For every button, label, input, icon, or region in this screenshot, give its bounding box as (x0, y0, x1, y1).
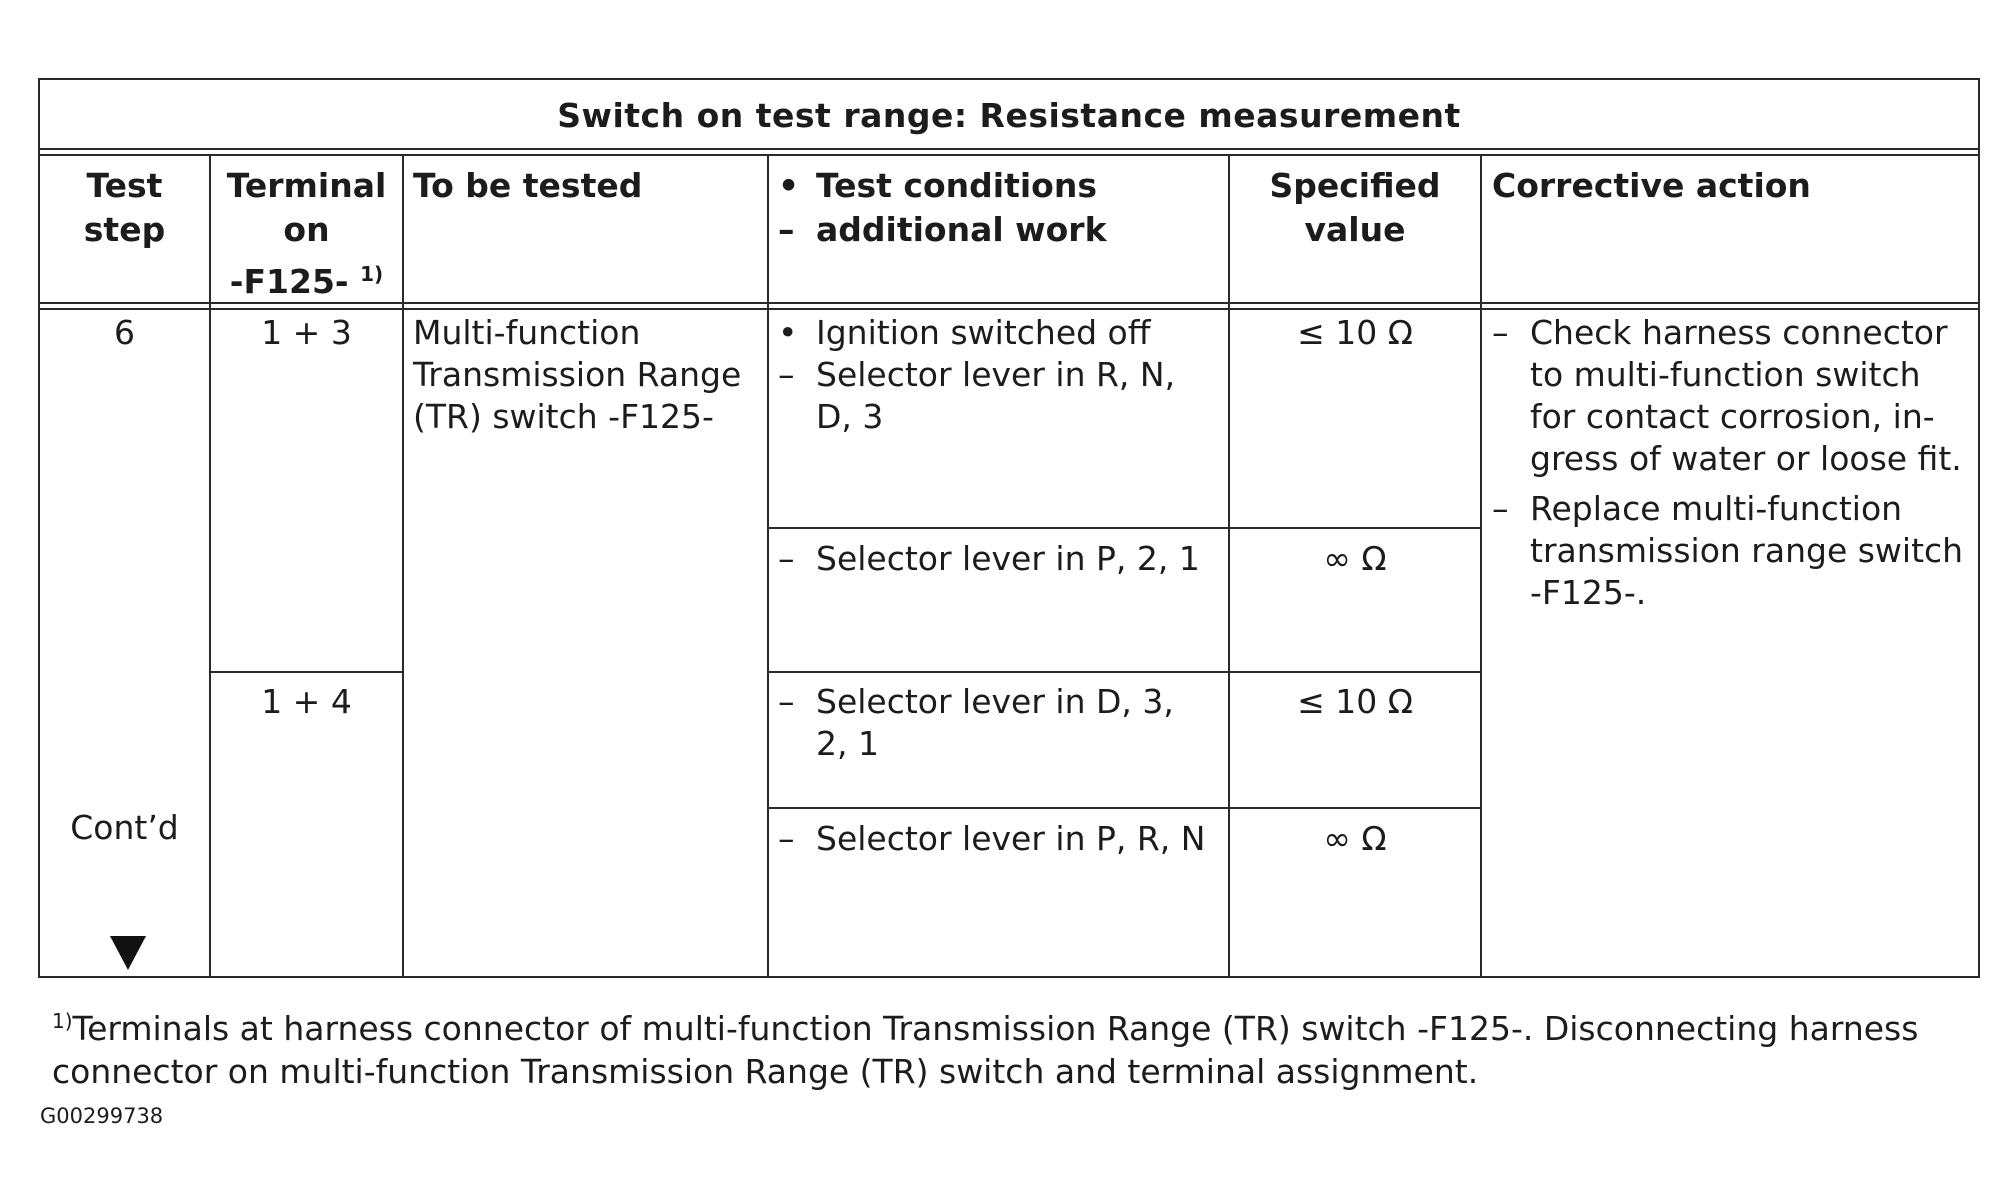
footnote-text: Terminals at harness connector of multi-function Transmission Range (TR) switch -F125-. Disconnecting harness connector on multi-function Transmission Range (TR) switch and terminal assignment. (52, 1009, 1919, 1091)
col-divider-5 (1480, 154, 1482, 976)
resistance-test-table (38, 78, 1980, 978)
list-item: – Replace multi-function transmission range switch -F125-. (1492, 489, 1964, 612)
list-item: – Selector lever in P, 2, 1 (778, 539, 1200, 578)
header-terminal: Terminal on -F125- $^{1)}$ (226, 166, 387, 301)
footnote (52, 1000, 1992, 1093)
terminal-value: 1 + 3 (261, 313, 352, 352)
list-item: • Ignition switched off (778, 313, 1151, 352)
figure-id: G00299738 (40, 1104, 164, 1128)
col-divider-2 (402, 154, 404, 976)
test-step-number: 6 (114, 313, 135, 352)
terminal-footnote-mark: 1) (360, 262, 384, 286)
row-divider-1 (767, 527, 1480, 529)
table-title: Switch on test range: Resistance measurement (557, 95, 1461, 135)
corrective-action-list (1492, 312, 1964, 614)
continued-label: Cont’d (70, 808, 179, 847)
header-test-conditions: • Test conditions – additional work (778, 166, 1107, 249)
header-specified-value: Specified value (1269, 166, 1441, 249)
header-test-step: Test step (83, 166, 166, 249)
list-item: – Check harness connector to multi-function switch for contact corrosion, in- gress of water or loose fit. (1492, 313, 1962, 478)
list-item: – Selector lever in D, 3, 2, 1 (778, 682, 1174, 763)
terminal-value: 1 + 4 (261, 682, 352, 721)
continue-arrow-icon (110, 936, 146, 970)
header-to-be-tested: To be tested (413, 166, 643, 205)
test-condition-list (778, 312, 1218, 438)
row-divider-3 (767, 807, 1480, 809)
terminal-row-divider (209, 671, 402, 673)
title-divider-top (40, 148, 1978, 150)
row-divider-2 (767, 671, 1480, 673)
footnote-mark: 1) (52, 1009, 73, 1033)
specified-value: ≤ 10 Ω (1297, 313, 1413, 352)
component-under-test: Multi-function Transmission Range (TR) switch -F125- (413, 313, 742, 436)
test-condition-list (778, 681, 1178, 765)
col-divider-3 (767, 154, 769, 976)
test-condition-list (778, 818, 1218, 860)
list-item: – Selector lever in R, N, D, 3 (778, 355, 1176, 436)
header-corrective-action: Corrective action (1492, 166, 1811, 205)
specified-value: ≤ 10 Ω (1297, 682, 1413, 721)
test-condition-list (778, 538, 1218, 580)
list-item: – Selector lever in P, R, N (778, 819, 1206, 858)
specified-value: ∞ Ω (1323, 539, 1387, 578)
header-divider-bottom (40, 308, 1978, 310)
specified-value: ∞ Ω (1323, 819, 1387, 858)
title-divider-bottom (40, 154, 1978, 156)
